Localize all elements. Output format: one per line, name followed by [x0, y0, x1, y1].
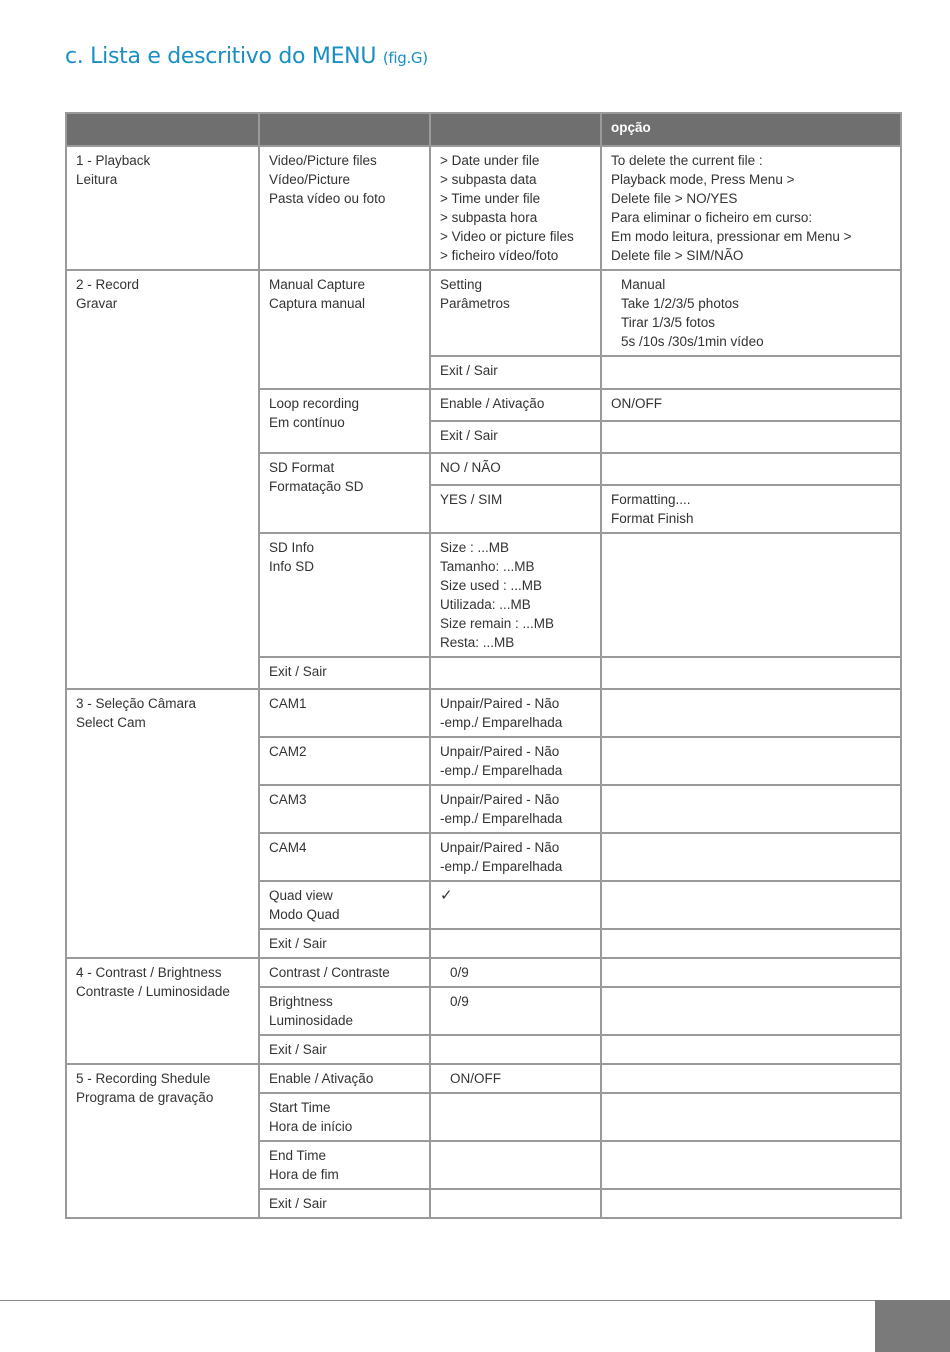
submenu-cell: Exit / Sair: [259, 1035, 430, 1064]
submenu-cell: CAM1: [259, 689, 430, 737]
option-cell: [601, 737, 901, 785]
option-cell: [601, 833, 901, 881]
setting-cell: [430, 929, 601, 958]
header-cell: [259, 113, 430, 146]
header-cell-option: opção: [601, 113, 901, 146]
setting-cell: Exit / Sair: [430, 356, 601, 389]
setting-cell: Unpair/Paired - Não -emp./ Emparelhada: [430, 689, 601, 737]
option-cell: To delete the current file : Playback mode, Press Menu > Delete file > NO/YES Para eliminar o ficheiro em curso: Em modo leitura, pressionar em Menu > Delete file > SIM/NÃO: [601, 146, 901, 270]
footer-divider: [0, 1300, 875, 1301]
submenu-cell: Exit / Sair: [259, 657, 430, 689]
menu-item-recording-schedule: 5 - Recording Shedule Programa de gravação: [66, 1064, 259, 1218]
option-cell: [601, 356, 901, 389]
setting-cell: Exit / Sair: [430, 421, 601, 453]
option-cell: [601, 958, 901, 987]
submenu-cell: Brightness Luminosidade: [259, 987, 430, 1035]
setting-cell: > Date under file > subpasta data > Time under file > subpasta hora > Video or picture files > ficheiro vídeo/foto: [430, 146, 601, 270]
submenu-cell: SD Format Formatação SD: [259, 453, 430, 533]
header-cell: [430, 113, 601, 146]
submenu-cell: Loop recording Em contínuo: [259, 389, 430, 453]
table-row: [66, 689, 901, 737]
submenu-cell: Enable / Ativação: [259, 1064, 430, 1093]
option-cell: [601, 453, 901, 485]
submenu-cell: Video/Picture files Vídeo/Picture Pasta vídeo ou foto: [259, 146, 430, 270]
header-cell: [66, 113, 259, 146]
setting-cell: [430, 1189, 601, 1218]
table-header-row: [66, 113, 901, 146]
option-cell: Manual Take 1/2/3/5 photos Tirar 1/3/5 fotos 5s /10s /30s/1min vídeo: [601, 270, 901, 356]
setting-cell: 0/9: [430, 987, 601, 1035]
setting-cell: Unpair/Paired - Não -emp./ Emparelhada: [430, 737, 601, 785]
option-cell: [601, 689, 901, 737]
setting-cell: [430, 1141, 601, 1189]
option-cell: [601, 1093, 901, 1141]
setting-cell: NO / NÃO: [430, 453, 601, 485]
submenu-cell: Exit / Sair: [259, 929, 430, 958]
option-cell: Formatting.... Format Finish: [601, 485, 901, 533]
section-heading: [65, 44, 428, 69]
setting-cell: ON/OFF: [430, 1064, 601, 1093]
submenu-cell: Exit / Sair: [259, 1189, 430, 1218]
menu-item-playback: 1 - Playback Leitura: [66, 146, 259, 270]
submenu-cell: CAM3: [259, 785, 430, 833]
option-cell: [601, 1035, 901, 1064]
submenu-cell: Manual Capture Captura manual: [259, 270, 430, 389]
option-cell: [601, 1064, 901, 1093]
setting-cell: Unpair/Paired - Não -emp./ Emparelhada: [430, 833, 601, 881]
setting-cell: [430, 1093, 601, 1141]
submenu-cell: SD Info Info SD: [259, 533, 430, 657]
menu-item-contrast-brightness: 4 - Contrast / Brightness Contraste / Luminosidade: [66, 958, 259, 1064]
heading-fig-ref: (fig.G): [382, 49, 428, 67]
table-row: [66, 958, 901, 987]
option-cell: [601, 929, 901, 958]
submenu-cell: CAM2: [259, 737, 430, 785]
menu-table: [65, 112, 902, 1219]
option-cell: [601, 987, 901, 1035]
option-cell: [601, 657, 901, 689]
submenu-cell: Contrast / Contraste: [259, 958, 430, 987]
option-cell: ON/OFF: [601, 389, 901, 421]
menu-item-record: 2 - Record Gravar: [66, 270, 259, 689]
setting-cell: Size : ...MB Tamanho: ...MB Size used : ...MB Utilizada: ...MB Size remain : ...MB Resta: ...MB: [430, 533, 601, 657]
setting-cell: [430, 657, 601, 689]
setting-cell: YES / SIM: [430, 485, 601, 533]
option-cell: [601, 1189, 901, 1218]
setting-cell: Unpair/Paired - Não -emp./ Emparelhada: [430, 785, 601, 833]
option-cell: [601, 881, 901, 929]
heading-title: c. Lista e descritivo do MENU: [65, 44, 377, 69]
menu-item-select-cam: 3 - Seleção Câmara Select Cam: [66, 689, 259, 958]
option-cell: [601, 533, 901, 657]
checkmark-icon: ✓: [430, 881, 601, 929]
option-cell: [601, 785, 901, 833]
submenu-cell: Quad view Modo Quad: [259, 881, 430, 929]
table-row: [66, 146, 901, 270]
option-cell: [601, 421, 901, 453]
table-row: [66, 270, 901, 356]
submenu-cell: End Time Hora de fim: [259, 1141, 430, 1189]
option-cell: [601, 1141, 901, 1189]
submenu-cell: Start Time Hora de início: [259, 1093, 430, 1141]
setting-cell: Enable / Ativação: [430, 389, 601, 421]
setting-cell: Setting Parâmetros: [430, 270, 601, 356]
page-number-tab: [875, 1300, 950, 1352]
setting-cell: 0/9: [430, 958, 601, 987]
submenu-cell: CAM4: [259, 833, 430, 881]
table-row: [66, 1064, 901, 1093]
setting-cell: [430, 1035, 601, 1064]
